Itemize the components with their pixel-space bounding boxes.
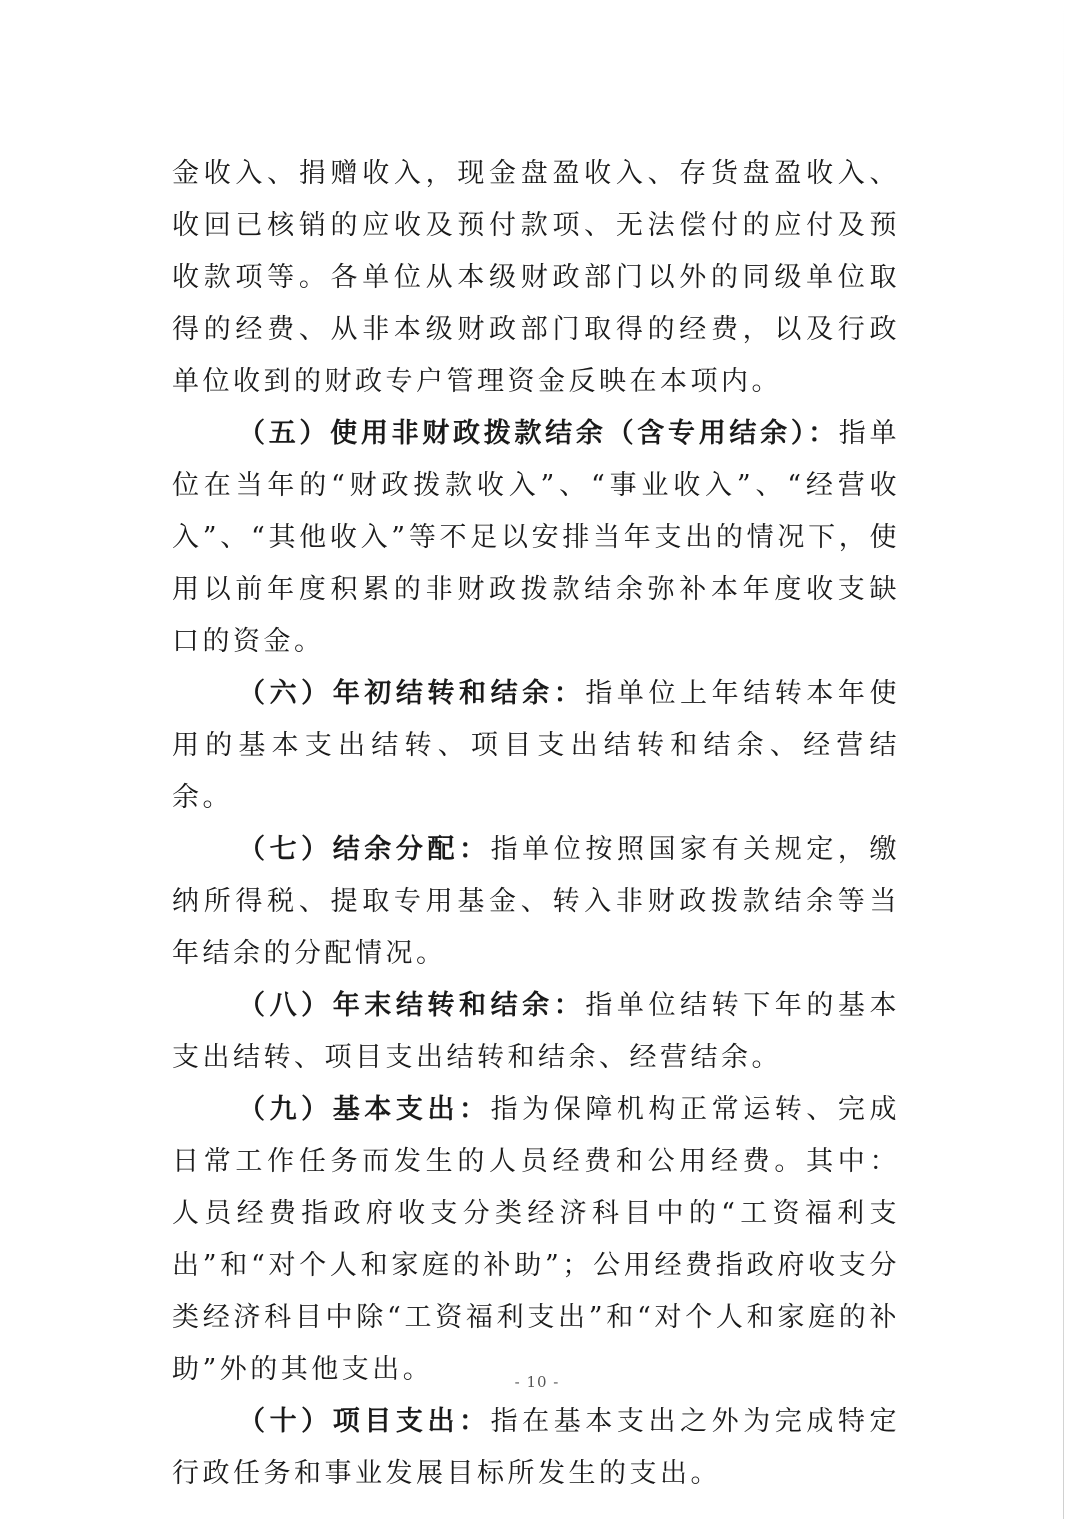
scan-edge-shadow — [1063, 0, 1064, 1519]
paragraph-term: （七）结余分配： — [238, 834, 491, 865]
paragraph-item-5 — [172, 408, 900, 668]
paragraph-term: （六）年初结转和结余： — [238, 678, 586, 709]
paragraph-term: （八）年末结转和结余： — [238, 990, 586, 1021]
paragraph-continuation — [172, 148, 900, 408]
paragraph-item-10 — [172, 1396, 900, 1500]
paragraph-text: 指单位按照国家有关规定，缴纳所得税、提取专用基金、转入非财政拨款结余等当年结余的分配情况。 — [172, 834, 901, 969]
paragraph-text: 金收入、捐赠收入，现金盘盈收入、存货盘盈收入、收回已核销的应收及预付款项、无法偿付的应付及预收款项等。各单位从本级财政部门以外的同级单位取得的经费、从非本级财政部门取得的经费，以及行政单位收到的财政专户管理资金反映在本项内。 — [172, 158, 900, 397]
paragraph-text: 指在基本支出之外为完成特定行政任务和事业发展目标所发生的支出。 — [172, 1406, 901, 1489]
document-body — [172, 148, 900, 1500]
page-number: - 10 - — [514, 1373, 560, 1391]
paragraph-item-9 — [172, 1084, 900, 1396]
paragraph-item-7 — [172, 824, 900, 980]
paragraph-term: （十）项目支出： — [238, 1406, 491, 1437]
paragraph-item-6 — [172, 668, 900, 824]
paragraph-term: （五）使用非财政拨款结余（含专用结余）： — [238, 418, 839, 449]
paragraph-text: 指单位在当年的“财政拨款收入”、“事业收入”、“经营收入”、“其他收入”等不足以安排当年支出的情况下，使用以前年度积累的非财政拨款结余弥补本年度收支缺口的资金。 — [172, 418, 901, 657]
paragraph-term: （九）基本支出： — [238, 1094, 491, 1125]
paragraph-text: 指为保障机构正常运转、完成日常工作任务而发生的人员经费和公用经费。其中：人员经费指政府收支分类经济科目中的“工资福利支出”和“对个人和家庭的补助”；公用经费指政府收支分类经济科目中除“工资福利支出”和“对个人和家庭的补助”外的其他支出。 — [172, 1094, 901, 1385]
paragraph-text: 指单位结转下年的基本支出结转、项目支出结转和结余、经营结余。 — [172, 990, 901, 1073]
paragraph-item-8 — [172, 980, 900, 1084]
paragraph-text: 指单位上年结转本年使用的基本支出结转、项目支出结转和结余、经营结余。 — [172, 678, 901, 813]
